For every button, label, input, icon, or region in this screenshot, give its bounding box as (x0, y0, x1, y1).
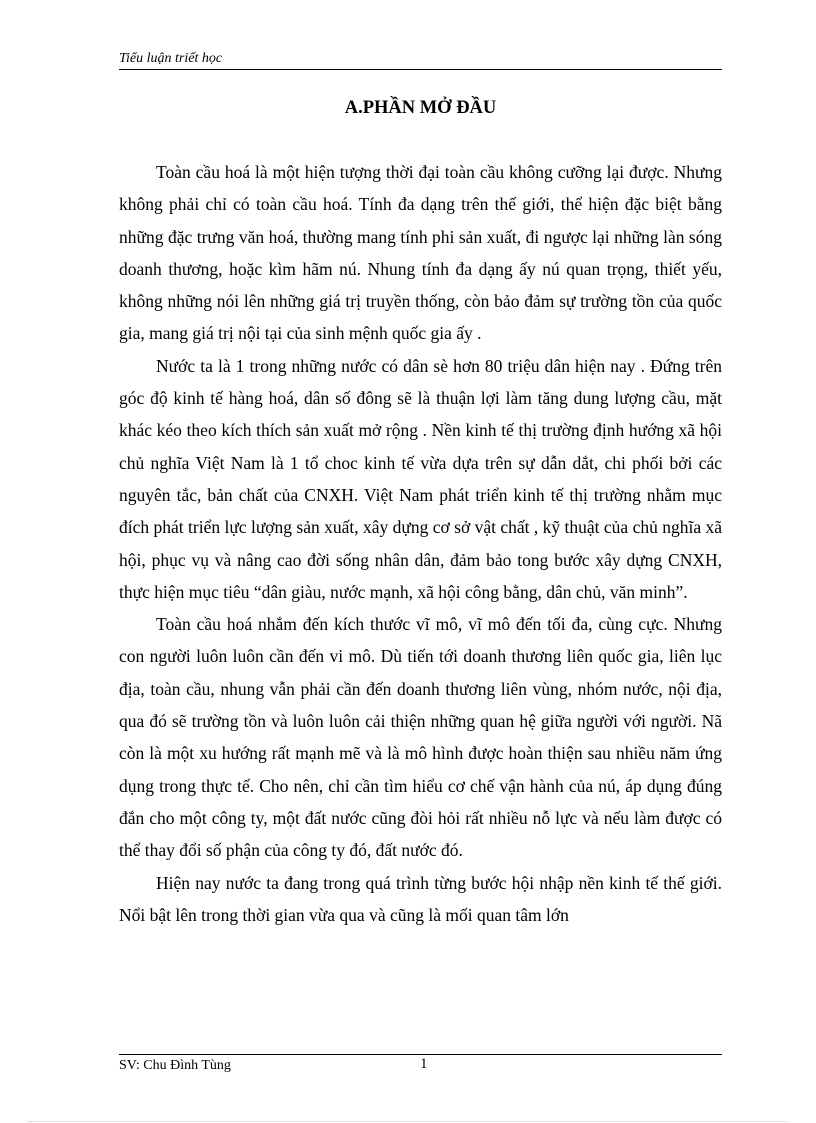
body-text (119, 156, 722, 931)
paragraph: Toàn cầu hoá là một hiện tượng thời đại toàn cầu không cưỡng lại được. Nhưng không phải chỉ có toàn cầu hoá. Tính đa dạng trên thế giới, thể hiện đặc biệt bằng những đặc trưng văn hoá, thường mang tính phi sản xuất, đi ngược lại những làn sóng doanh thương, hoặc kìm hãm nú. Nhung tính đa dạng ấy nú quan trọng, thiết yếu, không những nói lên những giá trị truyền thống, còn bảo đảm sự trường tồn của quốc gia, mang giá trị nội tại của sinh mệnh quốc gia ấy . (119, 162, 722, 344)
page-number: 1 (420, 1056, 428, 1072)
section-title: A.PHẦN MỞ ĐẦU (344, 98, 497, 118)
paragraph: Hiện nay nước ta đang trong quá trình từng bước hội nhập nền kinh tế thế giới. Nổi bật lên trong thời gian vừa qua và cũng là mối quan tâm lớn (119, 872, 722, 925)
paragraph: Nước ta là 1 trong những nước có dân sè hơn 80 triệu dân hiện nay . Đứng trên góc độ kinh tế hàng hoá, dân số đông sẽ là thuận lợi làm tăng dung lượng cầu, mặt khác kéo theo kích thích sản xuất mở rộng . Nền kinh tế thị trường định hướng xã hội chủ nghĩa Việt Nam là 1 tổ choc kinh tế vừa dựa trên sự dẫn dắt, chi phối bởi các nguyên tắc, bản chất của CNXH. Việt Nam phát triển kinh tế thị trường nhằm mục đích phát triển lực lượng sản xuất, xây dựng cơ sở vật chất , kỹ thuật của chủ nghĩa xã hội, phục vụ và nâng cao đời sống nhân dân, đảm bảo tong bước xây dựng CNXH, thực hiện mục tiêu “dân giàu, nước mạnh, xã hội công bằng, dân chủ, văn minh”. (119, 355, 722, 602)
page-bottom-edge (28, 1121, 788, 1122)
page-header (119, 49, 722, 70)
header-title: Tiểu luận triết học (119, 51, 223, 66)
footer-divider (119, 1054, 722, 1055)
paragraph: Toàn cầu hoá nhắm đến kích thước vĩ mô, vĩ mô đến tối đa, cùng cực. Nhưng con người luôn luôn cần đến vi mô. Dù tiến tới doanh thương liên quốc gia, liên lục địa, toàn cầu, nhung vẫn phải cần đến doanh thương liên vùng, nhóm nước, nội địa, qua đó sẽ trường tồn và luôn luôn cải thiện những quan hệ giữa người với người. Nã còn là một xu hướng rất mạnh mẽ và là mô hình được hoàn thiện sau nhiều năm ứng dụng trong thực tế. Cho nên, chỉ cần tìm hiểu cơ chế vận hành của nú, áp dụng đúng đắn cho một công ty, một đất nước cũng đòi hỏi rất nhiều nỗ lực và nếu làm được có thể thay đổi số phận của công ty đó, đất nước đó. (119, 614, 722, 861)
footer-author: SV: Chu Đình Tùng (119, 1058, 231, 1073)
